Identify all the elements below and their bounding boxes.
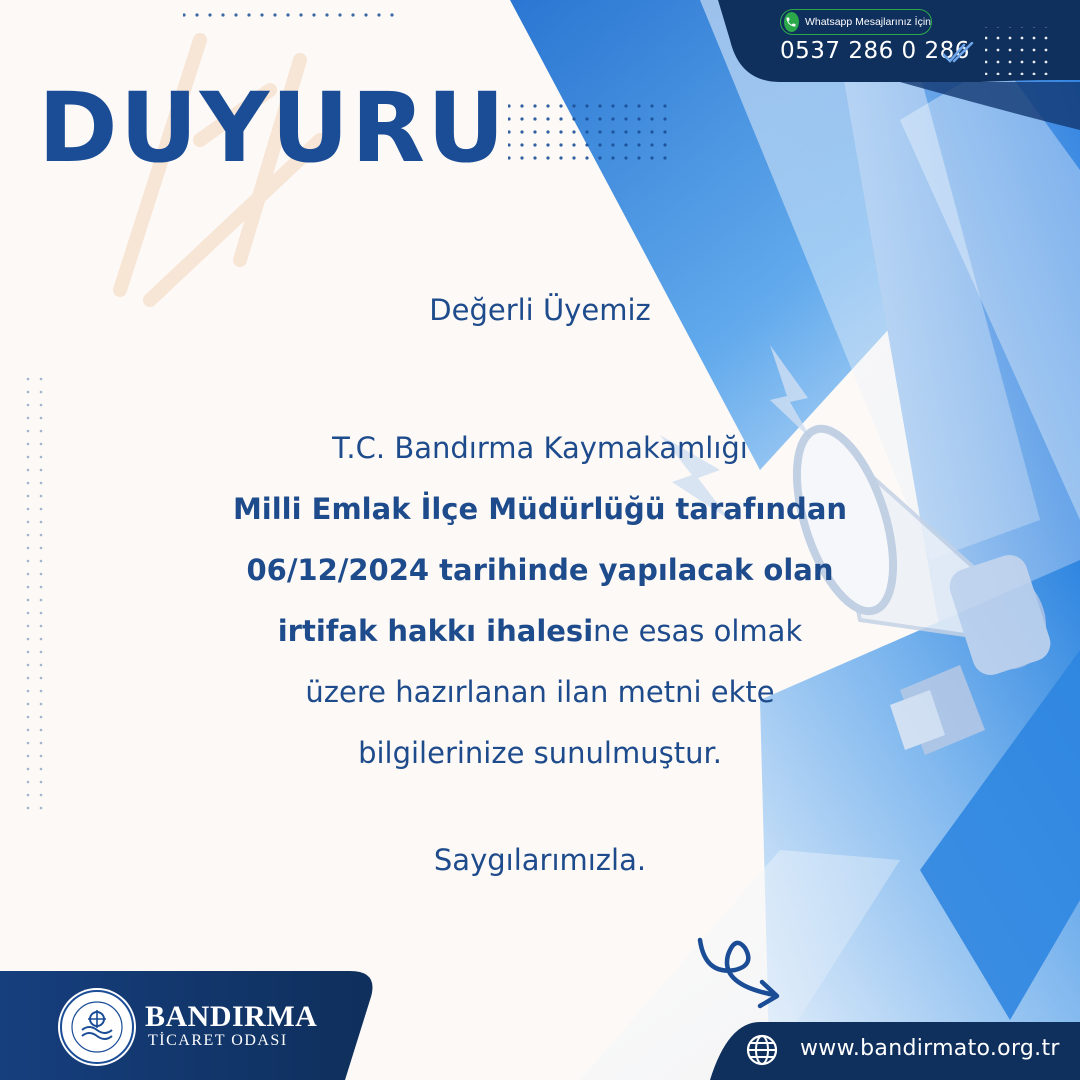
- organization-name: BANDIRMA: [145, 1000, 318, 1033]
- whatsapp-icon: [784, 12, 799, 32]
- announcement-line-5: üzere hazırlanan ilan metni ekte: [305, 675, 775, 709]
- website-link[interactable]: www.bandirmato.org.tr: [800, 1036, 1060, 1061]
- organization-logo: [58, 988, 136, 1066]
- announcement-line-6: bilgilerinize sunulmuştur.: [358, 736, 722, 770]
- dot-grid-left: [20, 370, 46, 810]
- double-check-icon: [942, 42, 976, 64]
- announcement-line-4-bold: irtifak hakkı ihalesi: [277, 614, 594, 648]
- whatsapp-label: Whatsapp Mesajlarınız İçin: [804, 16, 931, 28]
- announcement-body: [150, 418, 930, 784]
- closing-text: Saygılarımızla.: [433, 843, 647, 877]
- announcement-line-4: [150, 601, 930, 662]
- announcement-line-4-rest: ne esas olmak: [593, 614, 803, 648]
- announcement-line-1: T.C. Bandırma Kaymakamlığı: [332, 431, 748, 465]
- dot-grid-title: [508, 103, 668, 163]
- announcement-line-2: Milli Emlak İlçe Müdürlüğü tarafından: [232, 492, 848, 526]
- dot-grid-header: [985, 27, 1050, 75]
- announcement-line-3: 06/12/2024 tarihinde yapılacak olan: [246, 553, 834, 587]
- phone-number[interactable]: 0537 286 0 286: [780, 38, 970, 64]
- organization-subtitle: TİCARET ODASI: [148, 1032, 288, 1049]
- greeting-text: Değerli Üyemiz: [429, 293, 651, 327]
- page-title: DUYURU: [38, 72, 507, 184]
- dot-grid-top: [183, 5, 398, 25]
- whatsapp-badge[interactable]: [780, 9, 932, 35]
- globe-icon: [745, 1033, 779, 1067]
